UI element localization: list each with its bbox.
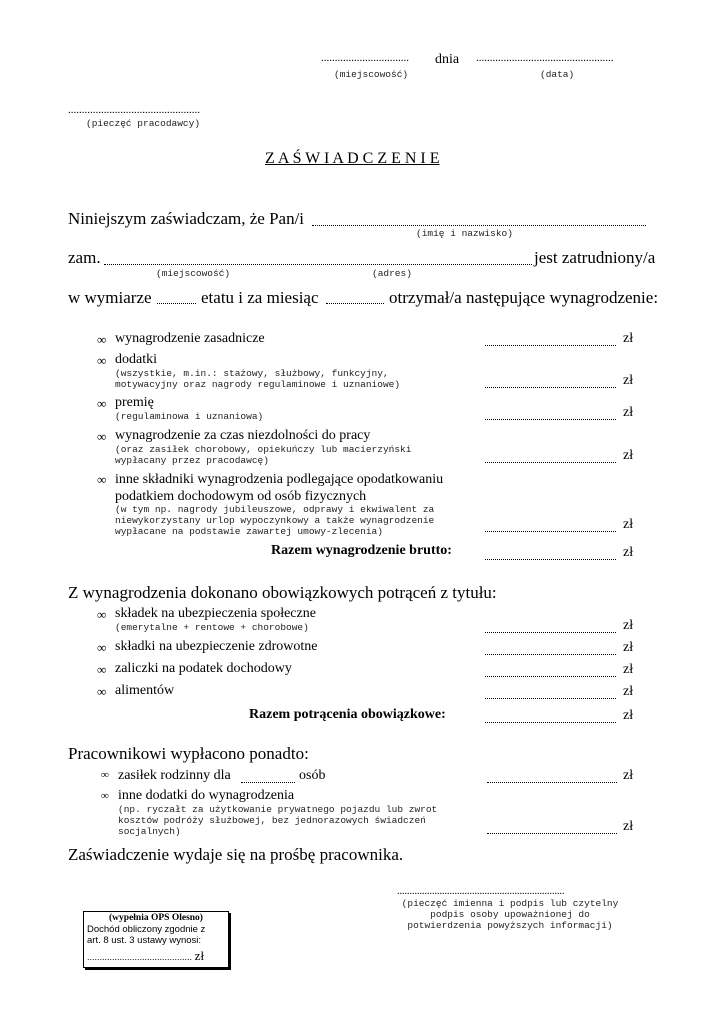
bullet-icon: ∞	[97, 607, 107, 622]
deduction-amount-field[interactable]	[485, 653, 616, 655]
extra-item-label: inne dodatki do wynagrodzenia	[118, 788, 295, 803]
currency-label: zł	[623, 662, 634, 677]
bullet-icon: ∞	[97, 472, 107, 487]
address-label: (adres)	[372, 268, 412, 279]
deduction-item-label: alimentów	[115, 683, 175, 698]
bullet-icon: ∞	[97, 429, 107, 444]
income-item-note: (oraz zasiłek chorobowy, opiekuńczy lub macierzyński wypłacany przez pracodawcę)	[115, 444, 412, 466]
month-field[interactable]	[326, 302, 384, 304]
date-dots[interactable]: ..................................................	[476, 52, 614, 64]
bullet-icon: ∞	[97, 396, 107, 411]
currency-label: zł	[623, 768, 634, 783]
income-item-label: dodatki	[115, 352, 157, 367]
persons-count-field[interactable]	[241, 781, 295, 783]
deductions-total-field[interactable]	[485, 721, 616, 723]
deduction-item-label: zaliczki na podatek dochodowy	[115, 661, 292, 676]
bullet-icon: ∞	[97, 662, 107, 677]
gross-total-field[interactable]	[485, 558, 616, 560]
currency-label: zł	[623, 331, 634, 346]
income-amount-field[interactable]	[485, 461, 616, 463]
bullet-icon: ∞	[101, 769, 109, 781]
gross-total-label: Razem wynagrodzenie brutto:	[271, 543, 452, 558]
deduction-item-label: składki na ubezpieczenie zdrowotne	[115, 639, 318, 654]
extra-amount-field[interactable]	[487, 781, 617, 783]
document-title: Z A Ś W I A D C Z E N I E	[265, 150, 440, 167]
currency-label: zł	[623, 819, 634, 834]
ops-box	[83, 911, 229, 968]
deduction-item-note: (emerytalne + rentowe + chorobowe)	[115, 622, 309, 633]
currency-label: zł	[623, 405, 634, 420]
income-item-label: wynagrodzenie za czas niezdolności do pracy	[115, 428, 371, 443]
bullet-icon: ∞	[97, 332, 107, 347]
received-label: otrzymał/a następujące wynagrodzenie:	[389, 288, 659, 307]
signature-label: (pieczęć imienna i podpis lub czytelny podpis osoby upoważnionej do potwierdzenia powyższych informacji)	[401, 898, 619, 931]
stamp-label: (pieczęć pracodawcy)	[86, 118, 201, 129]
deduction-item-label: składek na ubezpieczenia społeczne	[115, 606, 316, 621]
place-label: (miejscowość)	[334, 69, 409, 80]
name-label: (imię i nazwisko)	[416, 228, 513, 239]
deduction-amount-field[interactable]	[485, 697, 616, 699]
signature-dots[interactable]: ...................................................................	[397, 886, 565, 897]
name-field[interactable]	[312, 224, 646, 226]
ops-box-dots[interactable]: ..........................................	[87, 952, 193, 962]
income-amount-field[interactable]	[485, 344, 616, 346]
stamp-dots[interactable]: ................................................	[68, 104, 200, 116]
dnia-label: dnia	[435, 52, 460, 67]
zam-label: zam.	[68, 248, 101, 267]
deduction-amount-field[interactable]	[485, 631, 616, 633]
income-amount-field[interactable]	[485, 386, 616, 388]
currency-label: zł	[623, 373, 634, 388]
ops-box-title: (wypełnia OPS Olesno)	[109, 913, 203, 923]
income-item-note: (wszystkie, m.in.: stażowy, służbowy, funkcyjny, motywacyjny oraz nagrody regulaminowe i uznaniowe)	[115, 368, 401, 390]
deductions-total-label: Razem potrącenia obowiązkowe:	[249, 707, 446, 722]
bullet-icon: ∞	[97, 684, 107, 699]
bullet-icon: ∞	[97, 353, 107, 368]
income-item-note: (regulaminowa i uznaniowa)	[115, 411, 264, 422]
income-amount-field[interactable]	[485, 530, 616, 532]
ops-box-line1: Dochód obliczony zgodnie z	[87, 924, 206, 935]
income-item-label: premię	[115, 395, 154, 410]
etatu-label: etatu i za miesiąc	[201, 288, 319, 307]
income-item-label: inne składniki wynagrodzenia podlegające opodatkowaniu podatkiem dochodowym od osób fizycznych	[115, 472, 444, 504]
bullet-icon: ∞	[97, 640, 107, 655]
currency-label: zł	[623, 708, 634, 723]
deductions-heading: Z wynagrodzenia dokonano obowiązkowych potrąceń z tytułu:	[68, 583, 497, 602]
bullet-icon: ∞	[101, 790, 109, 802]
currency-label: zł	[623, 517, 634, 532]
fte-field[interactable]	[157, 302, 196, 304]
place-dots[interactable]: ................................	[321, 52, 409, 64]
ops-box-currency: zł	[194, 948, 205, 963]
persons-suffix: osób	[299, 768, 326, 783]
currency-label: zł	[623, 684, 634, 699]
currency-label: zł	[623, 618, 634, 633]
extra-heading: Pracownikowi wypłacono ponadto:	[68, 744, 309, 763]
address-place-label: (miejscowość)	[156, 268, 231, 279]
ops-box-line2: art. 8 ust. 3 ustawy wynosi:	[87, 935, 202, 946]
currency-label: zł	[623, 545, 634, 560]
w-wymiarze-label: w wymiarze	[68, 288, 152, 307]
currency-label: zł	[623, 448, 634, 463]
date-label: (data)	[540, 69, 575, 80]
extra-item-note: (np. ryczałt za użytkowanie prywatnego pojazdu lub zwrot kosztów podróży służbowej, bez jednorazowych świadczeń socjalnych)	[118, 804, 438, 837]
currency-label: zł	[623, 640, 634, 655]
address-field[interactable]	[104, 263, 532, 265]
closing-statement: Zaświadczenie wydaje się na prośbę pracownika.	[68, 845, 404, 864]
extra-amount-field[interactable]	[487, 832, 617, 834]
deduction-amount-field[interactable]	[485, 675, 616, 677]
employed-label: jest zatrudniony/a	[534, 248, 656, 267]
extra-item-label: zasiłek rodzinny dla	[118, 768, 231, 783]
intro-line1: Niniejszym zaświadczam, że Pan/i	[68, 209, 305, 228]
income-amount-field[interactable]	[485, 418, 616, 420]
income-item-note: (w tym np. nagrody jubileuszowe, odprawy i ekwiwalent za niewykorzystany urlop wypoczynkowy a także wynagrodzenie wypłacane na podstawie zawartej umowy-zlecenia)	[115, 504, 435, 537]
income-item-label: wynagrodzenie zasadnicze	[115, 331, 265, 346]
